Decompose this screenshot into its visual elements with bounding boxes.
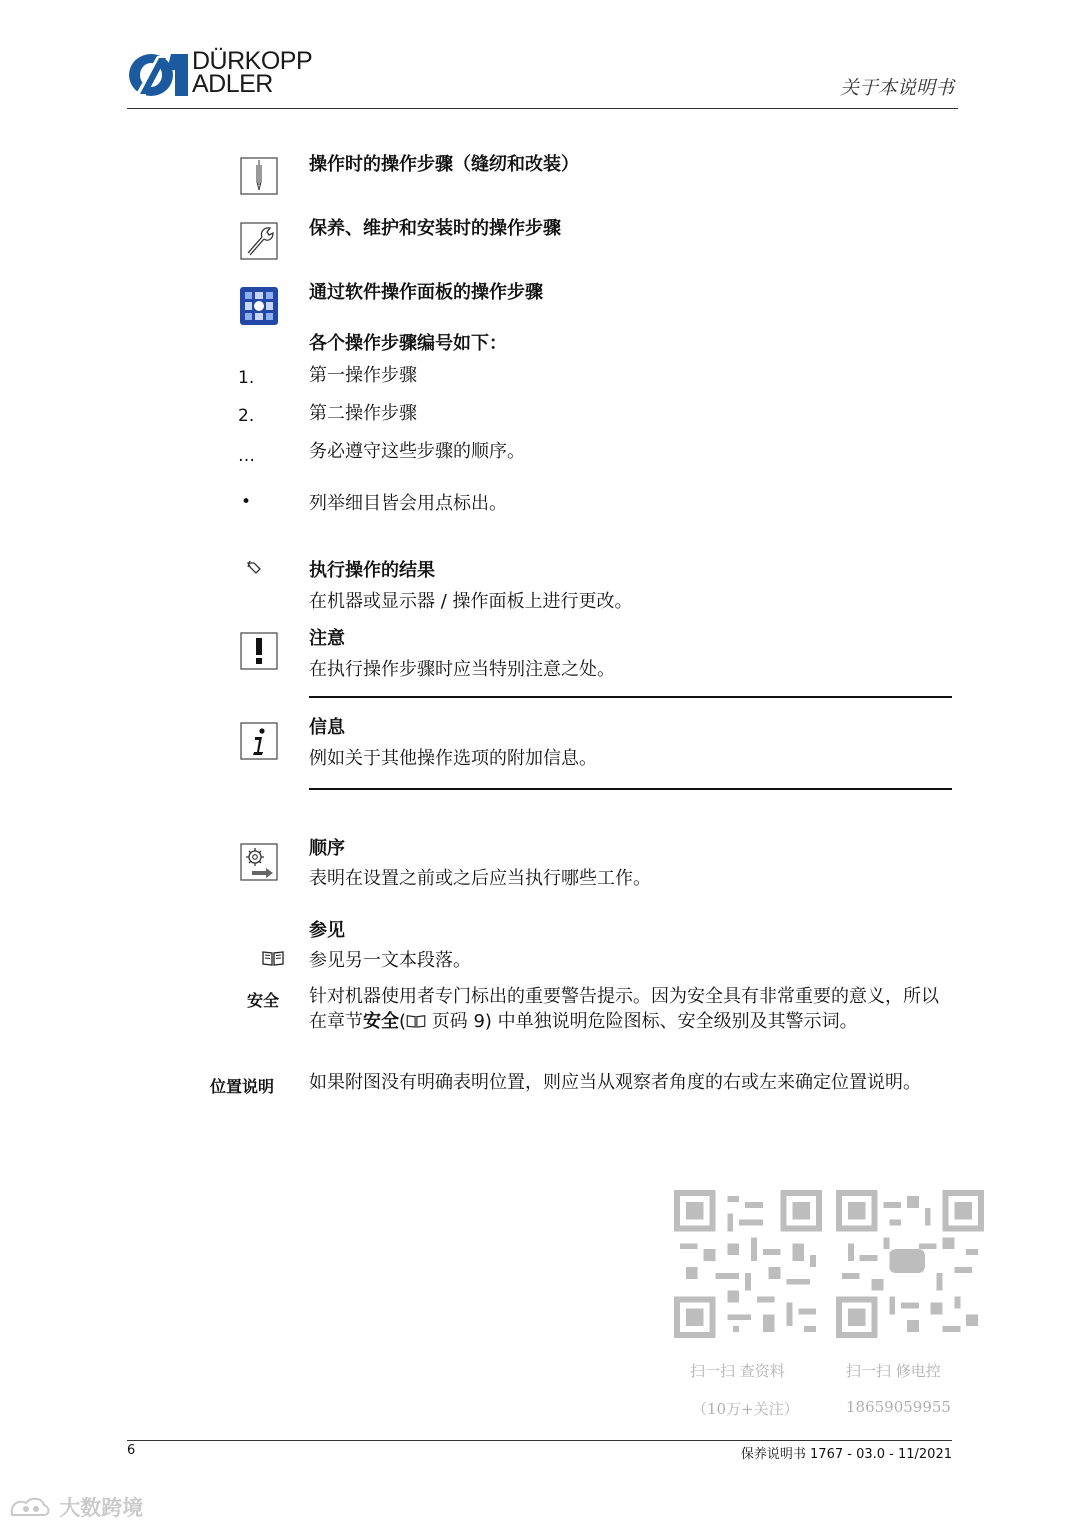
position-label: 位置说明 [210,1077,275,1096]
wrench-icon [240,222,278,260]
qr-code-icon [674,1190,822,1338]
position-desc: 如果附图没有明确表明位置，则应当从观察者角度的右或左来确定位置说明。 [309,1072,921,1093]
result-title: 执行操作的结果 [309,560,435,581]
symbol-maintenance-label: 保养、维护和安装时的操作步骤 [309,218,561,239]
page-number: 6 [127,1443,136,1458]
software-panel-icon [240,287,278,325]
safety-label: 安全 [247,991,280,1010]
document-reference: 保养说明书 1767 - 03.0 - 11/2021 [740,1447,952,1462]
book-icon [406,1014,426,1028]
step-marker: 1. [238,368,255,388]
header-divider [127,108,958,109]
needle-icon [240,157,278,195]
bullet-marker: • [241,492,252,512]
qr-right-caption: 扫一扫 修电控 [846,1362,941,1380]
attention-title: 注意 [309,628,345,649]
safety-chapter-link[interactable]: 安全 [363,1011,399,1032]
header-title: 关于本说明书 [839,77,954,99]
result-desc: 在机器或显示器 / 操作面板上进行更改。 [309,591,633,612]
duerkopp-adler-logo-icon [127,52,189,98]
info-desc: 例如关于其他操作选项的附加信息。 [309,748,597,769]
watermark: 大数跨境 [8,1492,143,1522]
qr-left-caption: （10万+关注） [692,1400,799,1418]
result-arrow-icon [246,559,264,577]
step-text: 第二操作步骤 [309,403,417,424]
attention-desc: 在执行操作步骤时应当特别注意之处。 [309,659,615,680]
info-icon [240,722,278,760]
info-title: 信息 [309,717,345,738]
symbol-operation-label: 操作时的操作步骤（缝纫和改装） [309,154,579,175]
order-title: 顺序 [309,838,345,859]
footer-divider [127,1440,952,1441]
step-text: 务必遵守这些步骤的顺序。 [309,441,525,462]
safety-paragraph: 针对机器使用者专门标出的重要警告提示。因为安全具有非常重要的意义，所以在章节安全( 页码 9) 中单独说明危险图标、安全级别及其警示词。 [309,986,939,1032]
book-icon [262,950,284,966]
exclamation-icon [240,632,278,670]
brand-name: DÜRKOPP ADLER [192,47,313,98]
attention-divider [309,696,952,698]
symbol-software-label: 通过软件操作面板的操作步骤 [309,282,543,303]
qr-code-icon [836,1190,984,1338]
step-marker: … [238,446,255,466]
bullet-text: 列举细目皆会用点标出。 [309,493,507,514]
info-divider [309,788,952,790]
qr-left-caption: 扫一扫 查资料 [690,1362,785,1380]
step-text: 第一操作步骤 [309,365,417,386]
step-marker: 2. [238,406,255,426]
reference-desc: 参见另一文本段落。 [309,950,471,971]
qr-right-caption: 18659059955 [846,1398,951,1416]
order-desc: 表明在设置之前或之后应当执行哪些工作。 [309,868,651,889]
steps-heading: 各个操作步骤编号如下： [309,333,507,354]
watermark-logo-icon [8,1495,52,1519]
reference-title: 参见 [309,920,345,941]
gear-arrow-icon [240,843,278,881]
